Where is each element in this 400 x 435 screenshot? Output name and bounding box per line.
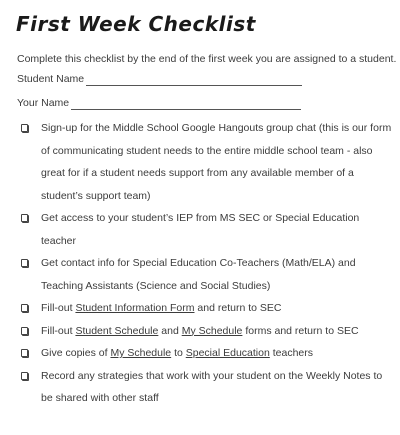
student-information-form-link[interactable]: Student Information Form	[75, 302, 195, 314]
checklist-item-text: Sign-up for the Middle School Google Hangouts group chat (this is our form of communicating student needs to the entire middle school team - also great for if a student needs support from any available member of a student’s support team)	[41, 122, 392, 202]
checklist-item-text: Fill-out	[41, 302, 76, 314]
checklist-item-text: Give copies of	[41, 347, 111, 359]
checklist-item-hangouts	[17, 117, 393, 207]
checkbox-icon[interactable]	[21, 304, 28, 312]
checklist-item-text: Get access to your student’s IEP from MS SEC or Special Education teacher	[41, 212, 360, 247]
my-schedule-link[interactable]: My Schedule	[110, 347, 172, 359]
checkbox-icon[interactable]	[21, 327, 28, 335]
checklist-item-text: and return to SEC	[194, 302, 282, 314]
special-education-link[interactable]: Special Education	[185, 347, 270, 359]
your-name-field[interactable]	[17, 96, 301, 110]
intro-text: Complete this checklist by the end of the first week you are assigned to a student.	[17, 53, 397, 65]
my-schedule-link[interactable]: My Schedule	[181, 324, 243, 337]
checklist-item-text: forms and return to SEC	[242, 324, 359, 337]
checklist-item-text: teachers	[269, 347, 314, 359]
student-name-field[interactable]	[17, 72, 302, 86]
checkbox-icon[interactable]	[21, 349, 28, 357]
checklist-item-schedules	[17, 320, 393, 343]
your-name-line[interactable]	[71, 98, 301, 110]
checkbox-icon[interactable]	[21, 259, 28, 267]
checklist-item-contact-info	[17, 252, 393, 297]
student-name-label: Student Name	[17, 73, 85, 85]
checkbox-icon[interactable]	[21, 372, 28, 380]
checklist-item-copies	[17, 342, 393, 365]
checklist	[17, 117, 393, 410]
checklist-item-text: to	[171, 347, 186, 359]
student-name-line[interactable]	[86, 74, 302, 86]
checkbox-icon[interactable]	[21, 124, 28, 132]
student-schedule-link[interactable]: Student Schedule	[75, 324, 159, 337]
checklist-item-text: Get contact info for Special Education Co-Teachers (Math/ELA) and Teaching Assistants (Science and Social Studies)	[41, 257, 356, 292]
checklist-item-info-form	[17, 297, 393, 320]
checklist-item-iep	[17, 207, 393, 252]
page-title: First Week Checklist	[16, 12, 256, 36]
checklist-item-strategies	[17, 365, 393, 410]
checkbox-icon[interactable]	[21, 214, 28, 222]
checklist-item-text: Record any strategies that work with your student on the Weekly Notes to be shared with other staff	[41, 369, 383, 404]
your-name-label: Your Name	[17, 97, 70, 109]
checklist-item-text: Fill-out	[41, 324, 76, 337]
checklist-item-text: and	[158, 324, 182, 337]
